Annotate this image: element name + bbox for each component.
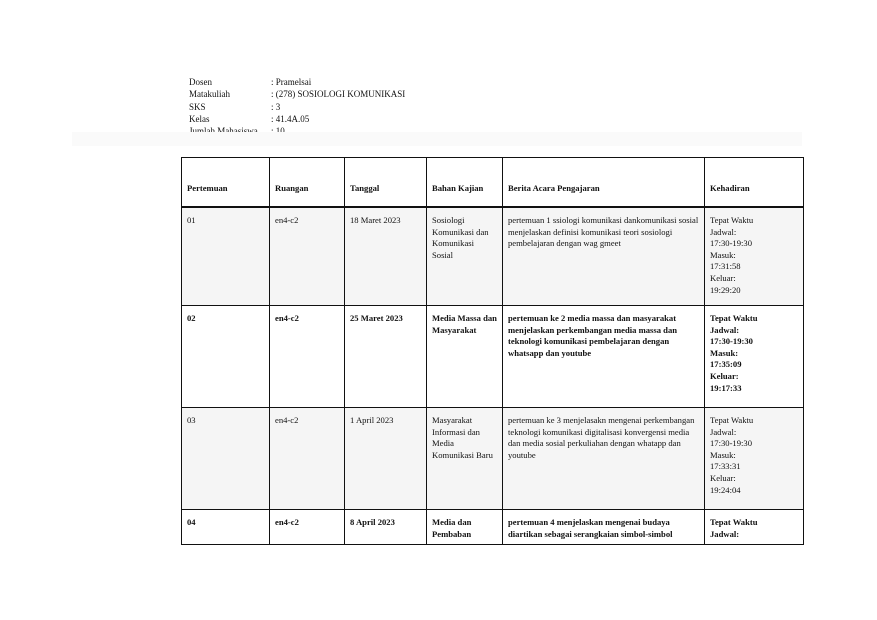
jadwal-value: 17:30-19:30 <box>710 438 753 449</box>
info-row-dosen <box>189 76 405 88</box>
info-label: Kelas <box>189 113 210 124</box>
cell-pertemuan: 01 <box>182 207 270 306</box>
jadwal-label: Jadwal: <box>710 426 737 437</box>
jadwal-label: Jadwal: <box>710 528 740 539</box>
attendance-status: Tepat Waktu <box>710 313 758 323</box>
info-value: : 3 <box>271 101 281 112</box>
header-tanggal: Tanggal <box>345 158 427 208</box>
info-value: : (278) SOSIOLOGI KOMUNIKASI <box>271 89 406 100</box>
cell-pertemuan: 02 <box>182 306 270 408</box>
cell-ruangan: en4-c2 <box>270 207 345 306</box>
keluar-label: Keluar: <box>710 272 736 283</box>
header-pertemuan: Pertemuan <box>182 158 270 208</box>
keluar-label: Keluar: <box>710 472 736 483</box>
cell-berita-acara: pertemuan ke 3 menjelasakn mengenai perkembangan teknologi komunikasi digitalisasi konvergensi media dan media sosial perkuliahan dengan whatapp dan youtube <box>503 408 705 510</box>
cell-tanggal: 1 April 2023 <box>345 408 427 510</box>
masuk-value: 17:31:58 <box>710 261 741 272</box>
cell-bahan-kajian: Masyarakat Informasi dan Media Komunikasi Baru <box>427 408 503 510</box>
cell-berita-acara: pertemuan 4 menjelaskan mengenai budaya diartikan sebagai serangkaian simbol-simbol <box>503 510 705 545</box>
cell-kehadiran <box>705 306 804 408</box>
info-row-matakuliah <box>189 88 405 100</box>
attendance-status: Tepat Waktu <box>710 215 754 225</box>
keluar-value: 19:24:04 <box>710 484 741 495</box>
cell-tanggal: 8 April 2023 <box>345 510 427 545</box>
cell-berita-acara: pertemuan 1 ssiologi komunikasi dankomunikasi sosial menjelaskan definisi komunikasi teori sosiologi pembelajaran dengan wag gmeet <box>503 207 705 306</box>
attendance-status: Tepat Waktu <box>710 517 758 527</box>
masuk-label: Masuk: <box>710 347 739 358</box>
cell-pertemuan: 03 <box>182 408 270 510</box>
shaded-band <box>72 132 802 146</box>
cell-tanggal: 25 Maret 2023 <box>345 306 427 408</box>
jadwal-value: 17:30-19:30 <box>710 336 753 347</box>
header-berita-acara: Berita Acara Pengajaran <box>503 158 705 208</box>
keluar-value: 19:29:20 <box>710 284 741 295</box>
table-row <box>182 207 804 306</box>
info-value: : Pramelsai <box>271 77 312 87</box>
cell-tanggal: 18 Maret 2023 <box>345 207 427 306</box>
cell-bahan-kajian: Media Massa dan Masyarakat <box>427 306 503 408</box>
header-kehadiran: Kehadiran <box>705 158 804 208</box>
masuk-value: 17:33:31 <box>710 461 741 472</box>
masuk-label: Masuk: <box>710 249 736 260</box>
info-row-sks <box>189 101 405 113</box>
cell-ruangan: en4-c2 <box>270 408 345 510</box>
info-value: : 41.4A.05 <box>271 113 310 124</box>
cell-bahan-kajian: Sosiologi Komunikasi dan Komunikasi Sosial <box>427 207 503 306</box>
table-row <box>182 306 804 408</box>
cell-kehadiran <box>705 408 804 510</box>
header-ruangan: Ruangan <box>270 158 345 208</box>
jadwal-label: Jadwal: <box>710 324 740 335</box>
keluar-label: Keluar: <box>710 370 739 381</box>
table-row <box>182 510 804 545</box>
table-header-row <box>182 158 804 208</box>
cell-ruangan: en4-c2 <box>270 306 345 408</box>
info-label: Matakuliah <box>189 89 230 100</box>
cell-kehadiran <box>705 207 804 306</box>
info-row-kelas <box>189 113 405 125</box>
attendance-status: Tepat Waktu <box>710 415 754 425</box>
keluar-value: 19:17:33 <box>710 382 742 393</box>
masuk-value: 17:35:09 <box>710 359 742 370</box>
jadwal-value: 17:30-19:30 <box>710 238 753 249</box>
table-row <box>182 408 804 510</box>
cell-kehadiran <box>705 510 804 545</box>
cell-bahan-kajian: Media dan Pembaban <box>427 510 503 545</box>
info-label: SKS <box>189 101 206 112</box>
info-label: Dosen <box>189 77 212 87</box>
attendance-table <box>181 157 804 545</box>
masuk-label: Masuk: <box>710 449 736 460</box>
jadwal-label: Jadwal: <box>710 226 737 237</box>
cell-berita-acara: pertemuan ke 2 media massa dan masyarakat menjelaskan perkembangan media massa dan teknologi komunikasi pembelajaran dengan whatsapp dan youtube <box>503 306 705 408</box>
cell-ruangan: en4-c2 <box>270 510 345 545</box>
cell-pertemuan: 04 <box>182 510 270 545</box>
header-bahan-kajian: Bahan Kajian <box>427 158 503 208</box>
course-info <box>189 76 405 137</box>
